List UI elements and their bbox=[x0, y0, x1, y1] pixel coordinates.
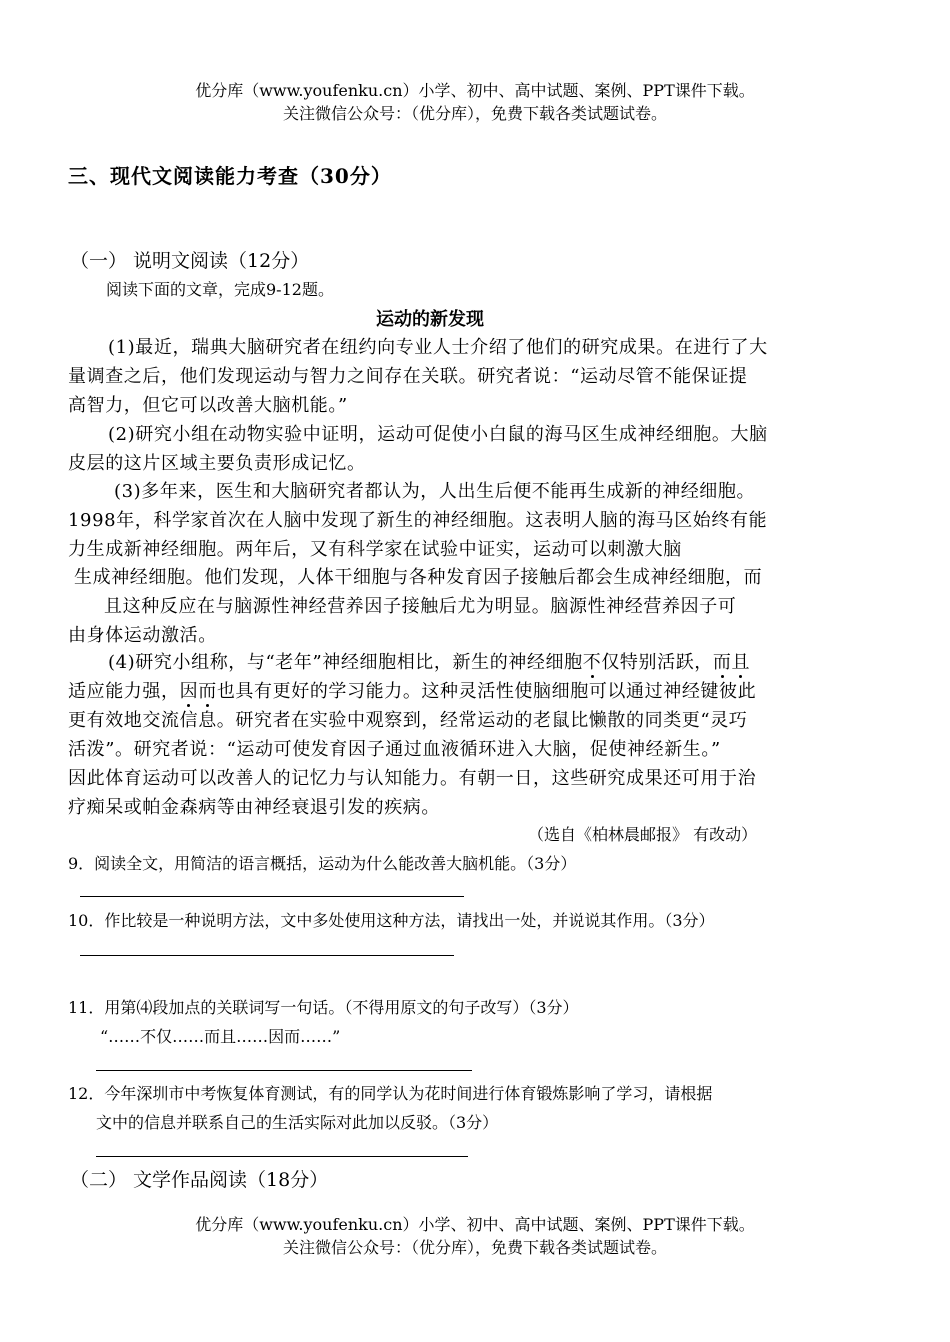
answer-line-10[interactable] bbox=[80, 955, 454, 956]
article-source: （选自《柏林晨邮报》 有改动） bbox=[528, 825, 758, 844]
answer-line-11[interactable] bbox=[96, 1070, 472, 1071]
paragraph-4-line-2: 适应能力强，因而也具有更好的学习能力。这种灵活性使脑细胞可以通过神经键彼此 bbox=[68, 681, 757, 702]
emphasis-mark: 因 bbox=[179, 681, 199, 702]
paragraph-line: 且这种反应在与脑源性神经营养因子接触后尤为明显。脑源性神经营养因子可 bbox=[104, 596, 737, 617]
emphasis-mark: 而 bbox=[712, 652, 732, 673]
emphasis-mark: 且 bbox=[731, 652, 751, 673]
paragraph-line: 由身体运动激活。 bbox=[68, 625, 217, 646]
emphasis-mark: 不 bbox=[582, 652, 602, 673]
paragraph-4-line-1: (4)研究小组称，与“老年”神经细胞相比，新生的神经细胞不仅特别活跃，而且 bbox=[108, 652, 751, 673]
question-9: 9．阅读全文，用简洁的语言概括，运动为什么能改善大脑机能。（3分） bbox=[68, 854, 577, 873]
paragraph-line: 更有效地交流信息。研究者在实验中观察到，经常运动的老鼠比懒散的同类更“灵巧 bbox=[68, 710, 748, 731]
question-11-pattern: “……不仅……而且……因而……” bbox=[100, 1027, 341, 1046]
part1-instruction: 阅读下面的文章，完成9-12题。 bbox=[106, 280, 334, 299]
header-line-2: 关注微信公众号：（优分库），免费下载各类试题试卷。 bbox=[282, 104, 667, 123]
article-title: 运动的新发现 bbox=[376, 309, 484, 330]
footer-line-2: 关注微信公众号：（优分库），免费下载各类试题试卷。 bbox=[282, 1238, 667, 1257]
paragraph-line: 疗痴呆或帕金森病等由神经衰退引发的疾病。 bbox=[68, 797, 440, 818]
paragraph-line: 皮层的这片区域主要负责形成记忆。 bbox=[68, 453, 366, 474]
section-title: 三、现代文阅读能力考查（30分） bbox=[68, 164, 392, 188]
footer-line-1: 优分库（www.youfenku.cn）小学、初中、高中试题、案例、PPT课件下载。 bbox=[195, 1215, 755, 1234]
emphasis-mark: 而 bbox=[198, 681, 217, 702]
part1-title: （一） 说明文阅读（12分） bbox=[70, 250, 310, 272]
question-12-line-2: 文中的信息并联系自己的生活实际对此加以反驳。（3分） bbox=[96, 1113, 499, 1132]
question-11: 11．用第⑷段加点的关联词写一句话。（不得用原文的句子改写）（3分） bbox=[68, 998, 579, 1017]
question-12-line-1: 12．今年深圳市中考恢复体育测试，有的同学认为花时间进行体育锻炼影响了学习，请根据 bbox=[68, 1084, 713, 1103]
answer-line-12[interactable] bbox=[96, 1156, 468, 1157]
answer-line-9[interactable] bbox=[80, 896, 464, 897]
paragraph-line: 活泼”。研究者说：“运动可使发育因子通过血液循环进入大脑，促使神经新生。” bbox=[68, 739, 721, 760]
paragraph-line: 高智力，但它可以改善大脑机能。” bbox=[68, 395, 348, 416]
paragraph-line: (1)最近，瑞典大脑研究者在纽约向专业人士介绍了他们的研究成果。在进行了大 bbox=[108, 337, 768, 358]
header-line-1: 优分库（www.youfenku.cn）小学、初中、高中试题、案例、PPT课件下载。 bbox=[195, 81, 755, 100]
question-10: 10．作比较是一种说明方法，文中多处使用这种方法，请找出一处，并说说其作用。（3分） bbox=[68, 911, 715, 930]
paragraph-line: 1998年，科学家首次在人脑中发现了新生的神经细胞。这表明人脑的海马区始终有能 bbox=[68, 510, 768, 531]
paragraph-line: 因此体育运动可以改善人的记忆力与认知能力。有朝一日，这些研究成果还可用于治 bbox=[68, 768, 757, 789]
paragraph-line: (2)研究小组在动物实验中证明，运动可促使小白鼠的海马区生成神经细胞。大脑 bbox=[108, 424, 768, 445]
paragraph-line: (3)多年来，医生和大脑研究者都认为，人出生后便不能再生成新的神经细胞。 bbox=[114, 481, 756, 502]
part2-title: （二） 文学作品阅读（18分） bbox=[70, 1169, 329, 1191]
paragraph-line: 力生成新神经细胞。两年后，又有科学家在试验中证实，运动可以刺激大脑 bbox=[68, 539, 682, 560]
paragraph-line: 量调查之后，他们发现运动与智力之间存在关联。研究者说：“运动尽管不能保证提 bbox=[68, 366, 748, 387]
paragraph-line: 生成神经细胞。他们发现，人体干细胞与各种发育因子接触后都会生成神经细胞，而 bbox=[74, 567, 763, 588]
